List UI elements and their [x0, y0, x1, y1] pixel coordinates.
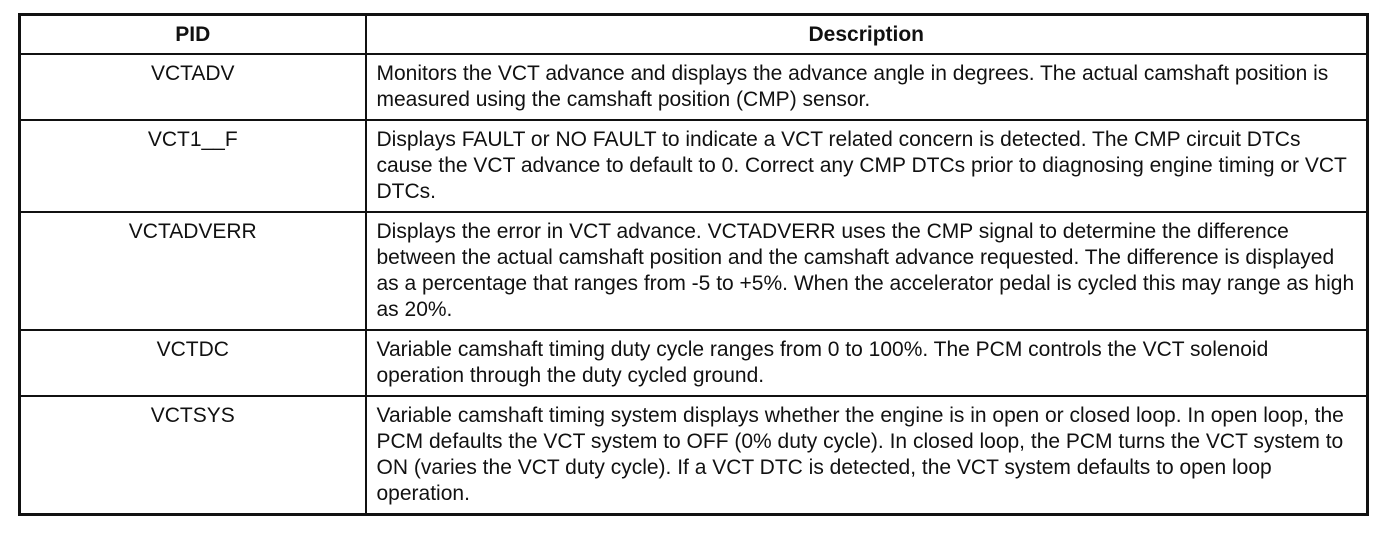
table-row [20, 120, 1368, 212]
column-header-description: Description [366, 15, 1368, 55]
description-cell: Variable camshaft timing duty cycle ranges from 0 to 100%. The PCM controls the VCT solenoid operation through the duty cycled ground. [366, 330, 1368, 396]
pid-cell: VCTADV [20, 54, 366, 120]
description-cell: Displays the error in VCT advance. VCTADVERR uses the CMP signal to determine the difference between the actual camshaft position and the camshaft advance requested. The difference is displayed as a percentage that ranges from -5 to +5%. When the accelerator pedal is cycled this may range as high as 20%. [366, 212, 1368, 330]
pid-cell: VCT1__F [20, 120, 366, 212]
table-row [20, 396, 1368, 515]
column-header-pid: PID [20, 15, 366, 55]
description-cell: Monitors the VCT advance and displays the advance angle in degrees. The actual camshaft position is measured using the camshaft position (CMP) sensor. [366, 54, 1368, 120]
pid-cell: VCTADVERR [20, 212, 366, 330]
table-header-row [20, 15, 1368, 55]
table-row [20, 330, 1368, 396]
pid-cell: VCTDC [20, 330, 366, 396]
table-row [20, 212, 1368, 330]
description-cell: Variable camshaft timing system displays whether the engine is in open or closed loop. In open loop, the PCM defaults the VCT system to OFF (0% duty cycle). In closed loop, the PCM turns the VCT system to ON (varies the VCT duty cycle). If a VCT DTC is detected, the VCT system defaults to open loop operation. [366, 396, 1368, 515]
pid-description-table [18, 13, 1369, 516]
description-cell: Displays FAULT or NO FAULT to indicate a VCT related concern is detected. The CMP circuit DTCs cause the VCT advance to default to 0. Correct any CMP DTCs prior to diagnosing engine timing or VCT DTCs. [366, 120, 1368, 212]
pid-cell: VCTSYS [20, 396, 366, 515]
table-row [20, 54, 1368, 120]
